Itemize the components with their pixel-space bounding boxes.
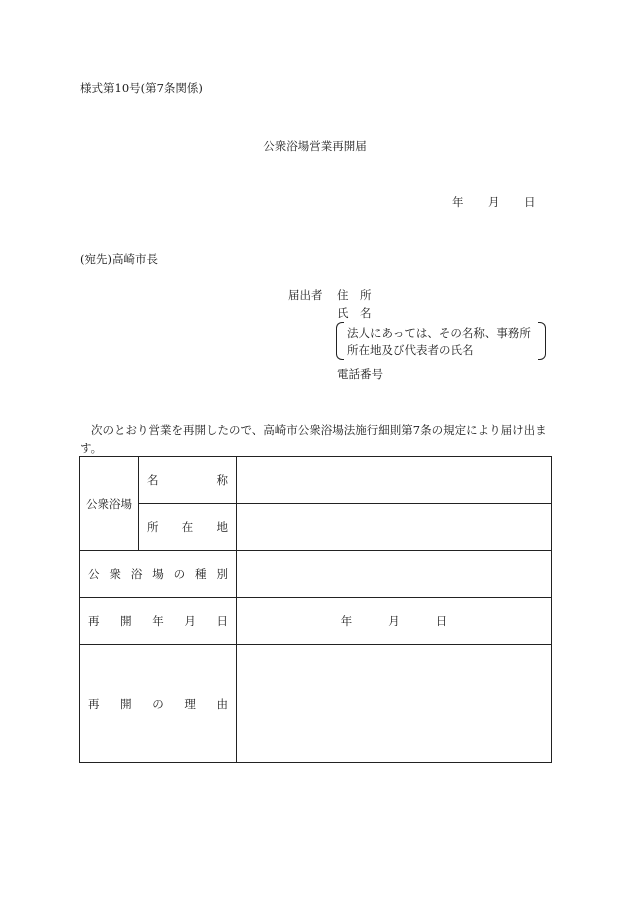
applicant-name-label: 氏 名 xyxy=(337,306,372,320)
facility-location-field[interactable] xyxy=(237,504,552,551)
label-char: 公 xyxy=(88,567,100,581)
table-row-facility-name xyxy=(80,457,552,504)
reopen-month-label: 月 xyxy=(388,614,400,628)
reopen-date-label xyxy=(80,598,237,645)
document-title: 公衆浴場営業再開届 xyxy=(263,139,367,153)
date-year-label: 年 xyxy=(452,195,464,209)
table-row-reopen-reason xyxy=(80,645,552,763)
table-row-reopen-date xyxy=(80,598,552,645)
label-char: の xyxy=(152,696,164,711)
table-row-bath-type xyxy=(80,551,552,598)
corporate-note-line1: 法人にあっては、その名称、事務所 xyxy=(347,326,531,340)
reopen-date-field[interactable] xyxy=(237,598,552,645)
facility-name-label xyxy=(139,457,237,504)
table-row-facility-location xyxy=(80,504,552,551)
label-char: の xyxy=(173,567,186,581)
reopen-reason-label xyxy=(80,645,237,763)
applicant-label: 届出者 xyxy=(288,288,323,302)
date-day-label: 日 xyxy=(524,195,536,209)
bath-type-label xyxy=(80,551,237,598)
label-char: 年 xyxy=(152,614,164,628)
reopen-reason-field[interactable] xyxy=(237,645,552,763)
form-number: 様式第10号(第7条関係) xyxy=(80,81,203,95)
label-char: 再 xyxy=(88,614,100,628)
label-char: 浴 xyxy=(130,567,143,581)
label-char: 別 xyxy=(216,567,228,581)
facility-location-label xyxy=(139,504,237,551)
label-char: 開 xyxy=(120,614,132,628)
label-char: 月 xyxy=(184,614,196,628)
application-table xyxy=(79,456,552,763)
corporate-note-line2: 所在地及び代表者の氏名 xyxy=(347,343,474,357)
reopen-day-label: 日 xyxy=(435,614,448,628)
label-char: 在 xyxy=(181,520,194,534)
label-char: 場 xyxy=(152,567,164,581)
left-bracket xyxy=(336,322,344,360)
statement-text: 次のとおり営業を再開したので、高崎市公衆浴場法施行細則第7条の規定により届け出ます。 xyxy=(80,423,547,455)
label-char: 地 xyxy=(216,520,228,534)
label-char: 所 xyxy=(147,520,159,534)
label-char: 理 xyxy=(184,696,196,711)
label-char: 名 xyxy=(147,473,159,487)
phone-label: 電話番号 xyxy=(337,367,383,381)
reopen-year-label: 年 xyxy=(340,614,353,628)
label-char: 由 xyxy=(216,696,228,711)
label-char: 種 xyxy=(195,567,207,581)
bath-type-field[interactable] xyxy=(237,551,552,598)
label-char: 再 xyxy=(88,696,100,711)
label-char: 開 xyxy=(120,696,132,711)
addressee: (宛先)高崎市長 xyxy=(80,252,158,266)
label-char: 衆 xyxy=(109,567,121,581)
submission-date xyxy=(452,194,536,210)
date-month-label: 月 xyxy=(488,195,500,209)
corporate-note-bracket xyxy=(336,322,546,360)
label-char: 称 xyxy=(216,473,228,487)
facility-group-label: 公衆浴場 xyxy=(80,457,139,551)
right-bracket xyxy=(538,322,546,360)
facility-name-field[interactable] xyxy=(237,457,552,504)
applicant-address-label: 住 所 xyxy=(337,288,372,302)
label-char: 日 xyxy=(216,614,228,628)
